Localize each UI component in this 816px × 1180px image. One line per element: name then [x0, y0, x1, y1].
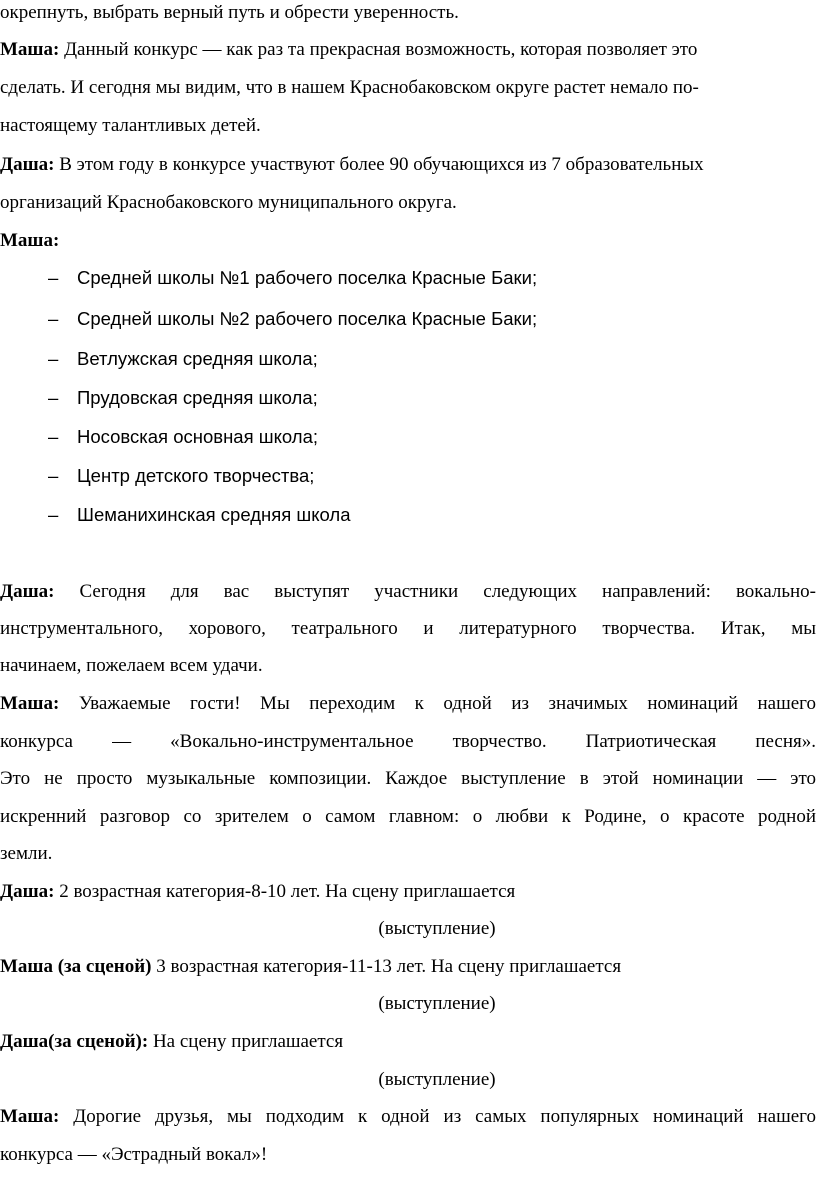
dialogue-text: 3 возрастная категория-11-13 лет. На сцену приглашается — [156, 956, 622, 977]
dialogue-text: Уважаемые гости! Мы переходим к одной из значимых номинаций нашего — [78, 693, 816, 714]
dialogue-line — [0, 153, 816, 177]
dialogue-line — [0, 38, 816, 62]
dialogue-line — [0, 1105, 816, 1129]
speaker-label: Даша(за сценой): — [0, 1031, 149, 1052]
dialogue-text: На сцену приглашается — [152, 1031, 344, 1052]
speaker-label: Маша: — [0, 1106, 60, 1127]
list-item-text: Ветлужская средняя школа; — [77, 348, 318, 369]
dialogue-text: Дорогие друзья, мы подходим к одной из самых популярных номинаций нашего — [73, 1106, 816, 1127]
list-item-text: Средней школы №1 рабочего поселка Красные Баки; — [77, 267, 538, 288]
speaker-label: Маша: — [0, 693, 60, 714]
list-item-text: Центр детского творчества; — [77, 465, 315, 486]
list-marker: – — [48, 504, 59, 525]
list-marker: – — [48, 267, 59, 288]
dialogue-line — [0, 1030, 816, 1054]
dialogue-line — [0, 955, 816, 979]
list-marker: – — [48, 387, 59, 408]
text-line: начинаем, пожелаем всем удачи. — [0, 655, 263, 676]
text-line: инструментального, хорового, театрального и литературного творчества. Итак, мы — [0, 618, 816, 639]
dialogue-text: В этом году в конкурсе участвуют более 90 обучающихся из 7 образовательных — [59, 154, 704, 175]
list-item-text: Шеманихинская средняя школа — [77, 504, 351, 525]
dialogue-line — [0, 580, 816, 604]
dialogue-line — [0, 880, 816, 904]
stage-direction: (выступление) — [378, 918, 496, 939]
stage-direction: (выступление) — [378, 993, 496, 1014]
list-marker: – — [48, 348, 59, 369]
speaker-label: Маша (за сценой) — [0, 956, 152, 977]
list-item-text: Носовская основная школа; — [77, 426, 318, 447]
list-marker: – — [48, 465, 59, 486]
list-marker: – — [48, 426, 59, 447]
text-line: Это не просто музыкальные композиции. Каждое выступление в этой номинации — это — [0, 768, 816, 789]
dialogue-text: Сегодня для вас выступят участники следующих направлений: вокально- — [79, 581, 816, 602]
text-line: конкурса — «Вокально-инструментальное творчество. Патриотическая песня». — [0, 731, 816, 752]
speaker-label: Маша: — [0, 230, 60, 251]
text-line: организаций Краснобаковского муниципального округа. — [0, 192, 457, 213]
dialogue-line — [0, 692, 816, 716]
text-line: сделать. И сегодня мы видим, что в нашем Краснобаковском округе растет немало по- — [0, 77, 699, 98]
speaker-label: Даша: — [0, 154, 55, 175]
text-line: искренний разговор со зрителем о самом главном: о любви к Родине, о красоте родной — [0, 806, 816, 827]
list-item-text: Средней школы №2 рабочего поселка Красные Баки; — [77, 308, 538, 329]
text-line: земли. — [0, 843, 53, 864]
dialogue-text: Данный конкурс — как раз та прекрасная возможность, которая позволяет это — [64, 39, 698, 60]
list-item-text: Прудовская средняя школа; — [77, 387, 318, 408]
dialogue-text: 2 возрастная категория-8-10 лет. На сцену приглашается — [59, 881, 516, 902]
speaker-label: Даша: — [0, 881, 55, 902]
speaker-label: Маша: — [0, 39, 60, 60]
stage-direction: (выступление) — [378, 1069, 496, 1090]
text-line: окрепнуть, выбрать верный путь и обрести уверенность. — [0, 2, 459, 23]
text-line: конкурса — «Эстрадный вокал»! — [0, 1144, 268, 1165]
text-line: настоящему талантливых детей. — [0, 115, 261, 136]
speaker-label: Даша: — [0, 581, 55, 602]
list-marker: – — [48, 308, 59, 329]
